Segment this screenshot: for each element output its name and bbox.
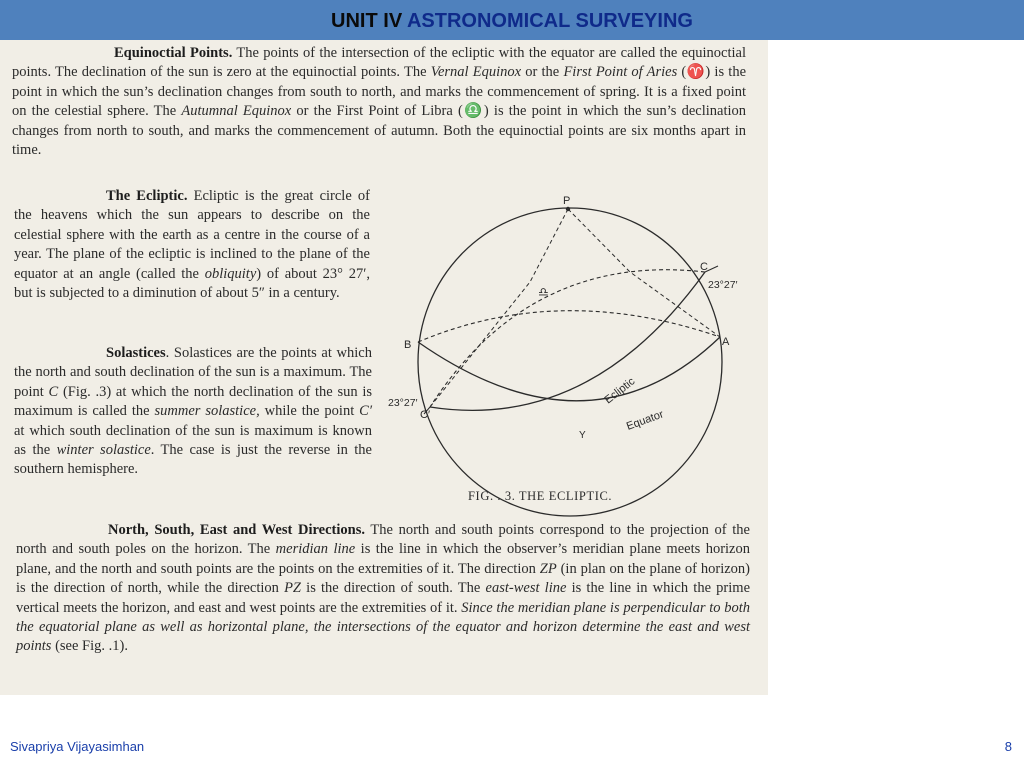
text-run: (see Fig. .1). [51, 638, 128, 655]
label-angle-bottom: 23°27′ [388, 397, 418, 409]
term-point-c: C [48, 383, 59, 400]
equator-front-line [418, 337, 720, 401]
text-run: The north and south points correspond to the projection of the north and south poles on the horizon. The [16, 522, 750, 558]
term-meridian-line: meridian line [275, 541, 356, 558]
label-ecliptic: Ecliptic [602, 375, 638, 407]
text-run: . The case is just the reverse in the southern hemisphere. [14, 442, 372, 478]
slide-title-subject: ASTRONOMICAL SURVEYING [406, 10, 693, 32]
slide-title-unit: UNIT IV [331, 10, 407, 32]
label-angle-top: 23°27′ [708, 279, 738, 291]
label-c: C [700, 261, 708, 273]
term-east-west-line: east-west line [485, 580, 567, 597]
ecliptic-diagram-svg [380, 192, 768, 522]
axis-line-right [568, 209, 720, 337]
term-point-c-prime: C′ [359, 403, 372, 420]
text-run: or the [521, 64, 564, 81]
term-winter-solstice: winter solastice [56, 442, 151, 459]
heading-ecliptic: The Ecliptic. [106, 188, 188, 204]
text-run: Ecliptic is the great circle of the heavens which the sun appears to describe on the celestial sphere with the earth as a centre in the course of a year. The plane of the ecliptic is inclined to the plane of the equator at an angle (called the [14, 188, 370, 282]
heading-directions: North, South, East and West Directions. [108, 522, 365, 538]
paragraph-solstices [14, 344, 372, 480]
ecliptic-back-line [430, 270, 705, 407]
text-run: or the First Point of Libra (♎) is the point in which the sun’s declination changes from north to south, and marks the commencement of autumn. Both the equinoctial points are six months apart in time. [12, 103, 746, 159]
text-run: is the line in which the prime vertical meets the horizon, and east and west points are the extremities of it. [16, 580, 750, 616]
text-run: . Solastices are the points at which the north and south declination of the sun is a maximum. The point [14, 345, 372, 400]
text-run: is the line in which the observer’s meridian plane meets horizon plane, and the north and south points are the points on the extremities of it. The direction [16, 541, 750, 577]
text-run: (in plan on the plane of horizon) is the direction of north, while the direction [16, 560, 750, 597]
paragraph-directions [16, 521, 750, 657]
label-p: P [563, 195, 571, 207]
term-vernal-equinox: Vernal Equinox [430, 64, 522, 81]
ecliptic-diagram [380, 192, 768, 522]
text-run: while the point [259, 403, 360, 420]
text-run: is the direction of south. The [301, 580, 486, 597]
term-zp: ZP [539, 560, 557, 577]
ecliptic-front-line [430, 272, 705, 410]
label-equator: Equator [624, 408, 666, 433]
heading-solstices: Solastices [106, 345, 166, 361]
term-autumnal-equinox: Autumnal Equinox [181, 103, 292, 120]
label-b: B [404, 339, 412, 351]
term-pz: PZ [284, 580, 301, 597]
heading-equinoctial-points: Equinoctial Points. [114, 45, 233, 61]
equator-back-line [418, 311, 720, 342]
text-run: ) of about 23° 27′, but is subjected to a diminution of about 5″ in a century. [14, 265, 371, 302]
term-obliquity: obliquity [204, 265, 257, 282]
term-summer-solstice: summer solastice, [154, 403, 260, 420]
label-c-prime: C′ [420, 409, 431, 421]
label-a: A [722, 336, 730, 348]
italic-statement: Since the meridian plane is perpendicular to both the equatorial plane as well as horizontal plane, the intersections of the equator and horizon determine the east and west points [16, 599, 750, 655]
footer-author: Sivapriya Vijayasimhan [10, 739, 145, 754]
scanned-page [0, 40, 768, 695]
slide-title [0, 0, 1024, 40]
label-aries: Υ [579, 430, 586, 441]
paragraph-ecliptic [14, 187, 370, 303]
text-run: (Fig. .3) at which the north declination of the sun is maximum is called the [14, 383, 372, 420]
text-run: The points of the intersection of the ecliptic with the equator are called the equinoctial points. The declination of the sun is zero at the equinoctial points. The [12, 45, 746, 81]
term-first-point-of-aries: First Point of Aries [563, 64, 678, 81]
label-libra: ♎ [538, 285, 549, 299]
text-run: (♈) is the point in which the sun’s declination changes from south to north, and marks the commencement of spring. It is a fixed point on the celestial sphere. The [12, 64, 747, 120]
figure-caption: FIG. . 3. THE ECLIPTIC. [468, 489, 613, 503]
footer-page-number: 8 [1004, 739, 1012, 754]
text-run: at which south declination of the sun is maximum is known as the [14, 422, 372, 459]
paragraph-equinoctial-points [12, 44, 746, 160]
